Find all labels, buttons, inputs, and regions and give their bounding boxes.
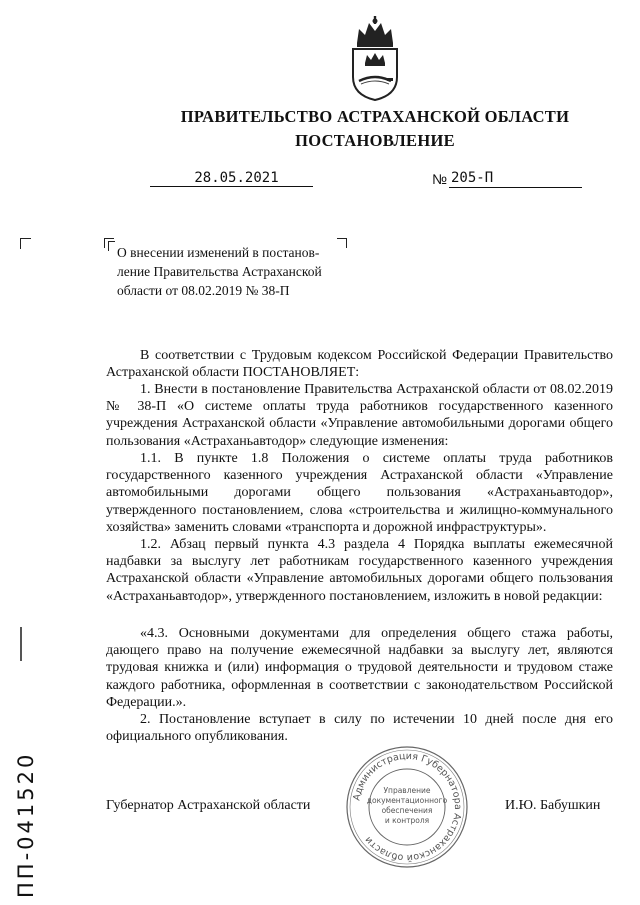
official-seal-stamp bbox=[345, 745, 469, 869]
serial-number: ПП-041520 bbox=[14, 751, 38, 898]
preamble-paragraph: В соответствии с Трудовым кодексом Российской Федерации Правительство Астраханской области ПОСТАНОВЛЯЕТ: bbox=[106, 348, 613, 381]
seal-inner-line: и контроля bbox=[384, 816, 430, 825]
document-subject bbox=[117, 243, 357, 300]
government-title: ПРАВИТЕЛЬСТВО АСТРАХАНСКОЙ ОБЛАСТИ bbox=[180, 107, 570, 126]
number-underline bbox=[449, 187, 582, 188]
document-date: 28.05.2021 bbox=[150, 170, 313, 187]
seal-inner-line: Управление bbox=[383, 786, 431, 795]
clause-2-paragraph: 2. Постановление вступает в силу по истечении 10 дней после дня его официального опубликования. bbox=[106, 712, 613, 745]
seal-ring-text: Администрация Губернатора Астраханской области bbox=[351, 750, 464, 864]
seal-inner-line: обеспечения bbox=[381, 806, 433, 815]
quoted-clause-4-3-paragraph: «4.3. Основными документами для определения общего стажа работы, дающего право на получение ежемесячной надбавки за выслугу лет, являются трудовая книжка и (или) информация о трудовой деятельности и трудовом стаже каждого работника, оформленная в соответствии с законодательством Российской Федерации.». bbox=[106, 626, 613, 710]
clause-1-2-paragraph: 1.2. Абзац первый пункта 4.3 раздела 4 Порядка выплаты ежемесячной надбавки за выслугу лет работникам государственного казенного учреждения Астраханской области «Управление автомобильных дорогами общего пользования «Астраханьавтодор», утвержденного постановлением, изложить в новой редакции: bbox=[106, 537, 613, 604]
document-number: 205-П bbox=[451, 170, 494, 186]
subject-line: области от 08.02.2019 № 38-П bbox=[117, 283, 290, 298]
subject-line: ление Правительства Астраханской bbox=[117, 264, 322, 279]
document-type-title: ПОСТАНОВЛЕНИЕ bbox=[295, 131, 455, 150]
number-label: № bbox=[432, 171, 448, 187]
clause-1-1-paragraph: 1.1. В пункте 1.8 Положения о системе оплаты труда работников государственного казенного учреждения Астраханской области «Управление автомобильными дорогами общего пользования «Астраханьавтодор», утвержденного постановлением, слова «строительства и жилищно-коммунального хозяйства» заменить словами «транспорта и дорожной инфраструктуры». bbox=[106, 451, 613, 535]
clause-1-paragraph: 1. Внести в постановление Правительства Астраханской области от 08.02.2019 № 38-П «О системе оплаты труда работников государственного казенного учреждения Астраханской области «Управление автомобильными дорогами общего пользования «Астраханьавтодор» следующие изменения: bbox=[106, 382, 613, 449]
left-margin-corner-mark bbox=[20, 238, 31, 249]
subject-left-corner-mark-inner bbox=[108, 241, 115, 251]
subject-line: О внесении изменений в постанов- bbox=[117, 245, 320, 260]
coat-of-arms-emblem bbox=[347, 15, 403, 101]
signatory-name: И.Ю. Бабушкин bbox=[505, 798, 601, 813]
seal-inner-line: документационного bbox=[366, 796, 448, 805]
signatory-position: Губернатор Астраханской области bbox=[106, 798, 311, 813]
margin-tick bbox=[20, 627, 22, 661]
